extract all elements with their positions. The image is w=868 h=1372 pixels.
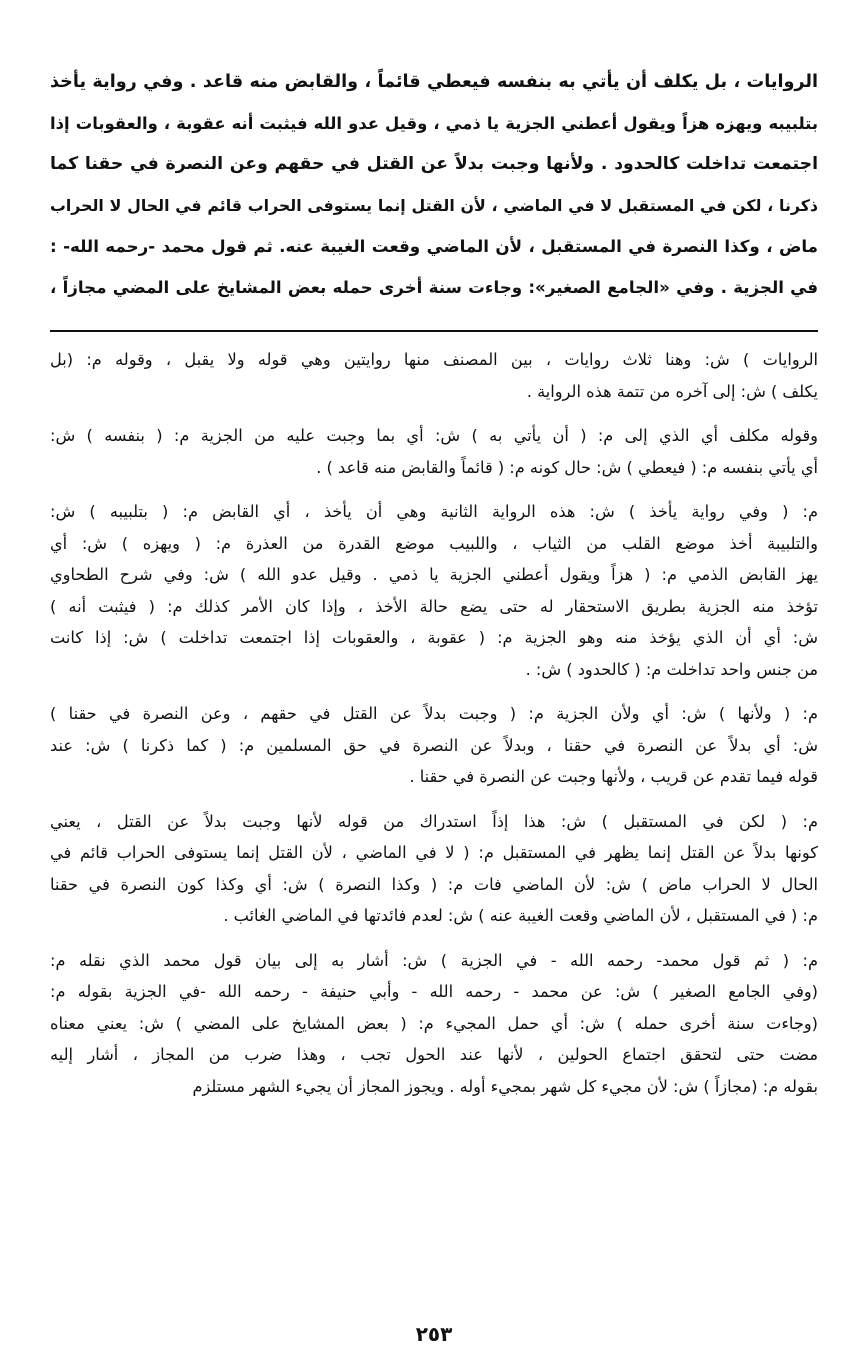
commentary-line: يهز القابض الذمي م: ( هزاً ويقول أعطني الجزية يا ذمي . وقيل عدو الله ) ش: وفي شرح الطحاوي [50, 565, 818, 584]
commentary-line: الحال لا الحراب ماض ) ش: لأن الماضي فات م: ( وكذا النصرة ) ش: أي وكذا كون النصرة في حقنا [50, 874, 818, 894]
commentary-line: بقوله م: (مجازاً ) ش: لأن مجيء كل شهر بمجيء أوله . ويجوز المجاز أن يجيء الشهر مستلزم [192, 1076, 818, 1096]
commentary-line: مضت حتى لتحقق اجتماع الحولين ، لأنها عند الحول تجب ، وهذا ضرب من المجاز ، أشار إليه [50, 1045, 818, 1064]
commentary-line: قوله فيما تقدم عن قريب ، ولأنها وجبت عن النصرة في حقنا . [409, 767, 818, 786]
commentary-line: أي يأتي بنفسه م: ( فيعطي ) ش: حال كونه م: ( قائماً والقابض منه قاعد ) . [316, 457, 818, 477]
commentary-line: (وفي الجامع الصغير ) ش: عن محمد - رحمه الله - وأبي حنيفة - رحمه الله -في الجزية بقوله م: [50, 982, 818, 1001]
text-separator-line [50, 330, 818, 332]
commentary-line: والتلبيبة أخذ موضع القلب من الثياب ، واللبيب موضع القدرة من العذرة م: ( ويهزه ) ش: أي [50, 533, 818, 553]
commentary-line: م: ( لكن في المستقبل ) ش: هذا إذاً استدراك من قوله لأنها وجبت بدلاً عن القتل ، يعني [50, 811, 818, 831]
commentary-paragraph [50, 344, 818, 407]
commentary-line: الروايات ) ش: وهنا ثلاث روايات ، بين المصنف منها روايتين وهي قوله ولا يقبل ، وقوله م: (بل [50, 350, 818, 369]
main-text-line: الروايات ، بل يكلف أن يأتي به بنفسه فيعطي قائماً ، والقابض منه قاعد . وفي رواية يأخذ [50, 72, 818, 92]
commentary-block [50, 344, 818, 1102]
commentary-line: (وجاءت سنة أخرى حمله ) ش: أي حمل المجيء م: ( بعض المشايخ على المضي ) ش: يعني معناه [50, 1013, 818, 1033]
commentary-paragraph [50, 698, 818, 793]
commentary-line: ش: أي بدلاً عن النصرة في حقنا ، وبدلاً عن النصرة في حق المسلمين م: ( كما ذكرنا ) ش: عند [50, 735, 818, 755]
commentary-line: يكلف ) ش: إلى آخره من تتمة هذه الرواية . [526, 381, 818, 401]
commentary-paragraph [50, 496, 818, 685]
commentary-paragraph [50, 806, 818, 932]
commentary-line: ش: أي أن الذي يؤخذ منه وهو الجزية م: ( عقوبة ، والعقوبات إذا اجتمعت تداخلت ) ش: إذا كانت [50, 628, 818, 647]
commentary-line: تؤخذ منه الجزية بطريق الاستحقار له حتى يضع حالة الأخذ ، وإذا كان الأمر كذلك م: ( فيثبت أنه ) [50, 596, 818, 616]
commentary-line: وقوله مكلف أي الذي إلى م: ( أن يأتي به ) ش: أي بما وجبت عليه من الجزية م: ( بنفسه ) ش: [50, 426, 818, 445]
commentary-paragraph [50, 945, 818, 1103]
commentary-line: م: ( وفي رواية يأخذ ) ش: هذه الرواية الثانية وهي أن يأخذ ، أي القابض م: ( بتلبيبه ) ش: [50, 502, 818, 521]
commentary-line: م: ( ولأنها ) ش: أي ولأن الجزية م: ( وجبت بدلاً عن القتل في حقهم ، وعن النصرة في حقنا ) [50, 704, 818, 723]
main-text-line: بتلبيبه ويهزه هزاً ويقول أعطني الجزية يا ذمي ، وقيل عدو الله فيثبت أنه عقوبة ، والعقوبات إذا [50, 114, 818, 133]
commentary-line: م: ( ثم قول محمد- رحمه الله - في الجزية ) ش: أشار به إلى بيان قول محمد الذي نقله م: [50, 950, 818, 970]
commentary-line: من جنس واحد تداخلت م: ( كالحدود ) ش: . [525, 659, 818, 679]
commentary-line: م: ( في المستقبل ، لأن الماضي وقعت الغيبة عنه ) ش: لعدم فائدتها في الماضي الغائب . [223, 906, 818, 925]
main-text-line: ذكرنا ، لكن في المستقبل لا في الماضي ، لأن القتل إنما يستوفى الحراب قائم في الحال لا الحراب [50, 196, 818, 215]
commentary-line: كونها بدلاً عن القتل إنما يظهر في المستقبل م: ( لا في الماضي ، لأن القتل إنما يستوفى الحراب قائم في [50, 843, 818, 862]
page-number: ٢٥٣ [415, 1322, 453, 1346]
commentary-paragraph [50, 420, 818, 483]
main-text-line: في الجزية . وفي «الجامع الصغير»: وجاءت سنة أخرى حمله بعض المشايخ على المضي مجازاً ، [50, 277, 818, 297]
main-text-line: اجتمعت تداخلت كالحدود . ولأنها وجبت بدلاً عن القتل في حقهم وعن النصرة في حقنا كما [50, 154, 818, 174]
main-text-block [50, 62, 818, 308]
main-text-line: ماض ، وكذا النصرة في المستقبل ، لأن الماضي وقعت الغيبة عنه. ثم قول محمد -رحمه الله- : [50, 236, 818, 256]
